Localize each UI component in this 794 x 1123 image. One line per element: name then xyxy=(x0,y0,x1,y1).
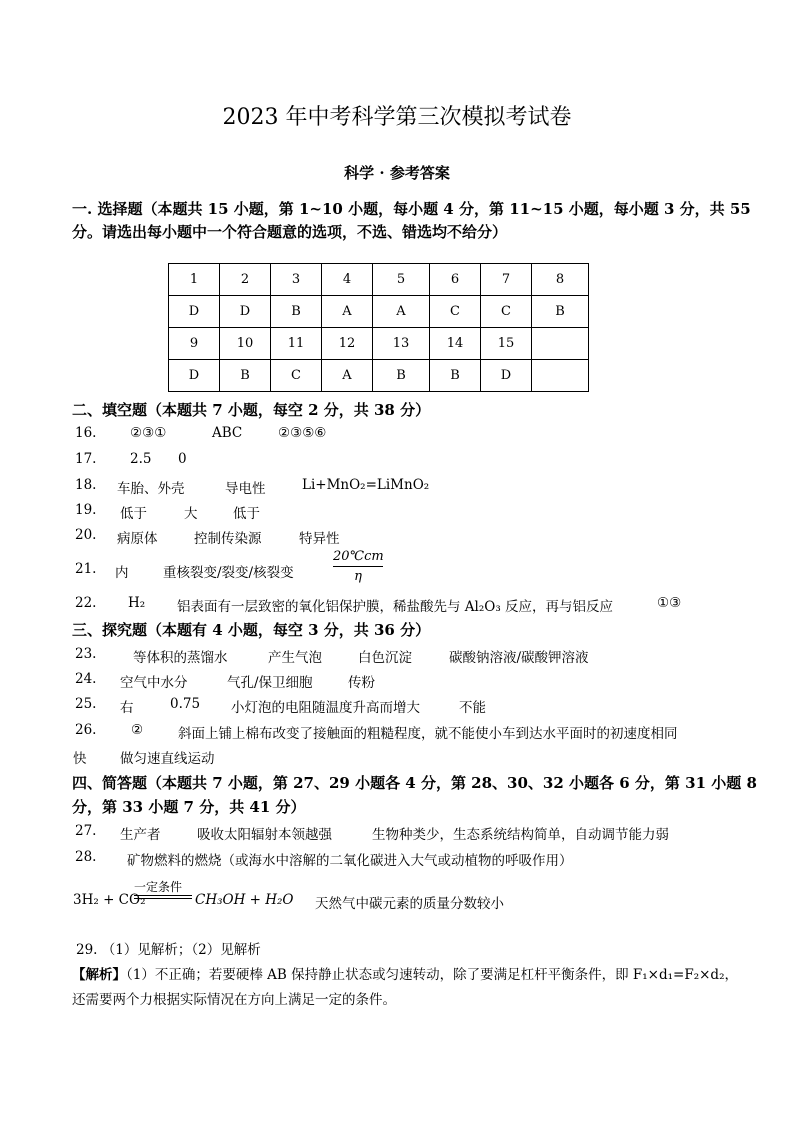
q16-answer-c: ②③⑤⑥ xyxy=(278,425,327,441)
section1-header-line1: 一. 选择题（本题共 15 小题，第 1~10 小题，每小题 4 分，第 11~15 小题，每小题 3 分，共 55 xyxy=(72,200,751,218)
q22-number: 22. xyxy=(75,595,97,611)
q23-number: 23. xyxy=(75,646,97,662)
table-cell: 7 xyxy=(481,264,532,296)
section2-header: 二、填空题（本题共 7 小题，每空 2 分，共 38 分） xyxy=(72,401,431,419)
q16-number: 16. xyxy=(75,425,97,441)
table-cell: B xyxy=(271,296,322,328)
q29-line: 29. （1）见解析；（2）见解析 xyxy=(76,942,261,958)
table-cell: 5 xyxy=(373,264,430,296)
q28-equation-left: 3H₂ + CO₂ xyxy=(73,892,146,908)
q23-answer-a: 等体积的蒸馏水 xyxy=(133,650,228,666)
table-cell: 9 xyxy=(169,328,220,360)
q27-number: 27. xyxy=(75,823,97,839)
q19-answer-c: 低于 xyxy=(233,506,260,522)
table-cell: C xyxy=(271,360,322,392)
equation-arrow-line xyxy=(134,895,192,896)
q18-answer-c: Li+MnO₂=LiMnO₂ xyxy=(302,477,430,493)
q28-equation-condition: 一定条件 xyxy=(134,880,183,894)
q23-answer-c: 白色沉淀 xyxy=(358,650,412,666)
equation-arrow-line xyxy=(134,898,192,899)
table-cell: D xyxy=(169,296,220,328)
q25-answer-c: 小灯泡的电阻随温度升高而增大 xyxy=(231,700,420,716)
table-cell xyxy=(532,360,589,392)
page-subtitle: 科学 · 参考答案 xyxy=(344,164,450,182)
table-cell: 10 xyxy=(220,328,271,360)
table-cell: 8 xyxy=(532,264,589,296)
table-cell: 6 xyxy=(430,264,481,296)
q21-fraction xyxy=(333,549,383,584)
table-cell: D xyxy=(481,360,532,392)
q28-answer-a: 矿物燃料的燃烧（或海水中溶解的二氧化碳进入大气或动植物的呼吸作用） xyxy=(127,853,573,869)
q29-analysis-line1 xyxy=(72,963,738,983)
q22-answer-a: H₂ xyxy=(128,595,146,611)
q21-fraction-numerator: 20℃cm xyxy=(333,549,384,564)
q16-answer-b: ABC xyxy=(212,425,243,441)
q27-answer-b: 吸收太阳辐射本领越强 xyxy=(197,827,332,843)
q29-analysis-line2: 还需要两个力根据实际情况在方向上满足一定的条件。 xyxy=(72,992,396,1008)
table-row xyxy=(169,296,589,328)
q24-answer-c: 传粉 xyxy=(348,675,375,691)
section3-header: 三、探究题（本题有 4 小题，每空 3 分，共 36 分） xyxy=(72,621,431,639)
table-cell: 15 xyxy=(481,328,532,360)
section1-header-line2: 分。请选出每小题中一个符合题意的选项，不选、错选均不给分） xyxy=(72,223,508,241)
q24-number: 24. xyxy=(75,671,97,687)
table-cell: B xyxy=(532,296,589,328)
q23-answer-d: 碳酸钠溶液/碳酸钾溶液 xyxy=(449,650,589,666)
q19-answer-a: 低于 xyxy=(120,506,147,522)
q17-number: 17. xyxy=(75,451,97,467)
q20-answer-b: 控制传染源 xyxy=(194,531,262,547)
q18-number: 18. xyxy=(75,477,97,493)
table-cell: 3 xyxy=(271,264,322,296)
analysis-text: （1）不正确；若要硬棒 AB 保持静止状态或匀速转动，除了要满足杠杆平衡条件，即 F₁×d₁=F₂×d₂， xyxy=(126,967,738,983)
q21-answer-b: 重核裂变/裂变/核裂变 xyxy=(163,565,294,581)
table-cell: 11 xyxy=(271,328,322,360)
q23-answer-b: 产生气泡 xyxy=(268,650,322,666)
q28-number: 28. xyxy=(75,849,97,865)
table-cell: A xyxy=(322,360,373,392)
q26-answer-a: ② xyxy=(131,722,144,738)
table-cell xyxy=(532,328,589,360)
q27-answer-a: 生产者 xyxy=(120,827,161,843)
answer-table xyxy=(168,263,589,392)
fraction-bar xyxy=(333,566,383,567)
table-cell: 14 xyxy=(430,328,481,360)
q28-answer-b: 天然气中碳元素的质量分数较小 xyxy=(315,896,504,912)
table-cell: C xyxy=(481,296,532,328)
table-cell: B xyxy=(430,360,481,392)
q26-answer-d: 做匀速直线运动 xyxy=(120,751,215,767)
q24-answer-b: 气孔/保卫细胞 xyxy=(227,675,313,691)
q21-fraction-denominator: η xyxy=(354,569,362,584)
table-row xyxy=(169,360,589,392)
q21-number: 21. xyxy=(75,561,97,577)
page-title: 2023 年中考科学第三次模拟考试卷 xyxy=(222,105,572,130)
q19-answer-b: 大 xyxy=(184,506,198,522)
table-cell: C xyxy=(430,296,481,328)
q22-answer-b: 铝表面有一层致密的氧化铝保护膜，稀盐酸先与 Al₂O₃ 反应，再与铝反应 xyxy=(177,599,614,615)
q16-answer-a: ②③① xyxy=(130,425,167,441)
q18-answer-a: 车胎、外壳 xyxy=(117,481,185,497)
q24-answer-a: 空气中水分 xyxy=(120,675,188,691)
q25-answer-b: 0.75 xyxy=(170,696,201,712)
table-cell: 4 xyxy=(322,264,373,296)
q19-number: 19. xyxy=(75,502,97,518)
q25-answer-a: 右 xyxy=(120,700,134,716)
table-cell: D xyxy=(220,296,271,328)
table-cell: B xyxy=(220,360,271,392)
table-cell: 1 xyxy=(169,264,220,296)
q18-answer-b: 导电性 xyxy=(225,481,266,497)
q20-number: 20. xyxy=(75,527,97,543)
table-cell: D xyxy=(169,360,220,392)
q17-answer-b: 0 xyxy=(178,451,187,467)
q27-answer-c: 生物种类少，生态系统结构简单，自动调节能力弱 xyxy=(372,827,669,843)
q25-number: 25. xyxy=(75,696,97,712)
q26-answer-b: 斜面上铺上棉布改变了接触面的粗糙程度，就不能使小车到达水平面时的初速度相同 xyxy=(178,726,678,742)
table-row xyxy=(169,328,589,360)
q21-answer-a: 内 xyxy=(115,565,129,581)
q20-answer-a: 病原体 xyxy=(117,531,158,547)
table-row xyxy=(169,264,589,296)
q17-answer-a: 2.5 xyxy=(130,451,152,467)
table-cell: 12 xyxy=(322,328,373,360)
q26-number: 26. xyxy=(75,722,97,738)
q25-answer-d: 不能 xyxy=(459,700,486,716)
q20-answer-c: 特异性 xyxy=(299,531,340,547)
table-cell: 13 xyxy=(373,328,430,360)
table-cell: B xyxy=(373,360,430,392)
analysis-label: 【解析】 xyxy=(72,967,126,983)
table-cell: 2 xyxy=(220,264,271,296)
table-cell: A xyxy=(322,296,373,328)
q22-answer-c: ①③ xyxy=(657,595,682,611)
q28-equation-right: CH₃OH + H₂O xyxy=(195,892,294,908)
table-cell: A xyxy=(373,296,430,328)
q26-answer-c: 快 xyxy=(73,751,87,767)
section4-header-line2: 分，第 33 小题 7 分，共 41 分） xyxy=(72,798,306,816)
section4-header-line1: 四、简答题（本题共 7 小题，第 27、29 小题各 4 分，第 28、30、32 小题各 6 分，第 31 小题 8 xyxy=(72,774,757,792)
